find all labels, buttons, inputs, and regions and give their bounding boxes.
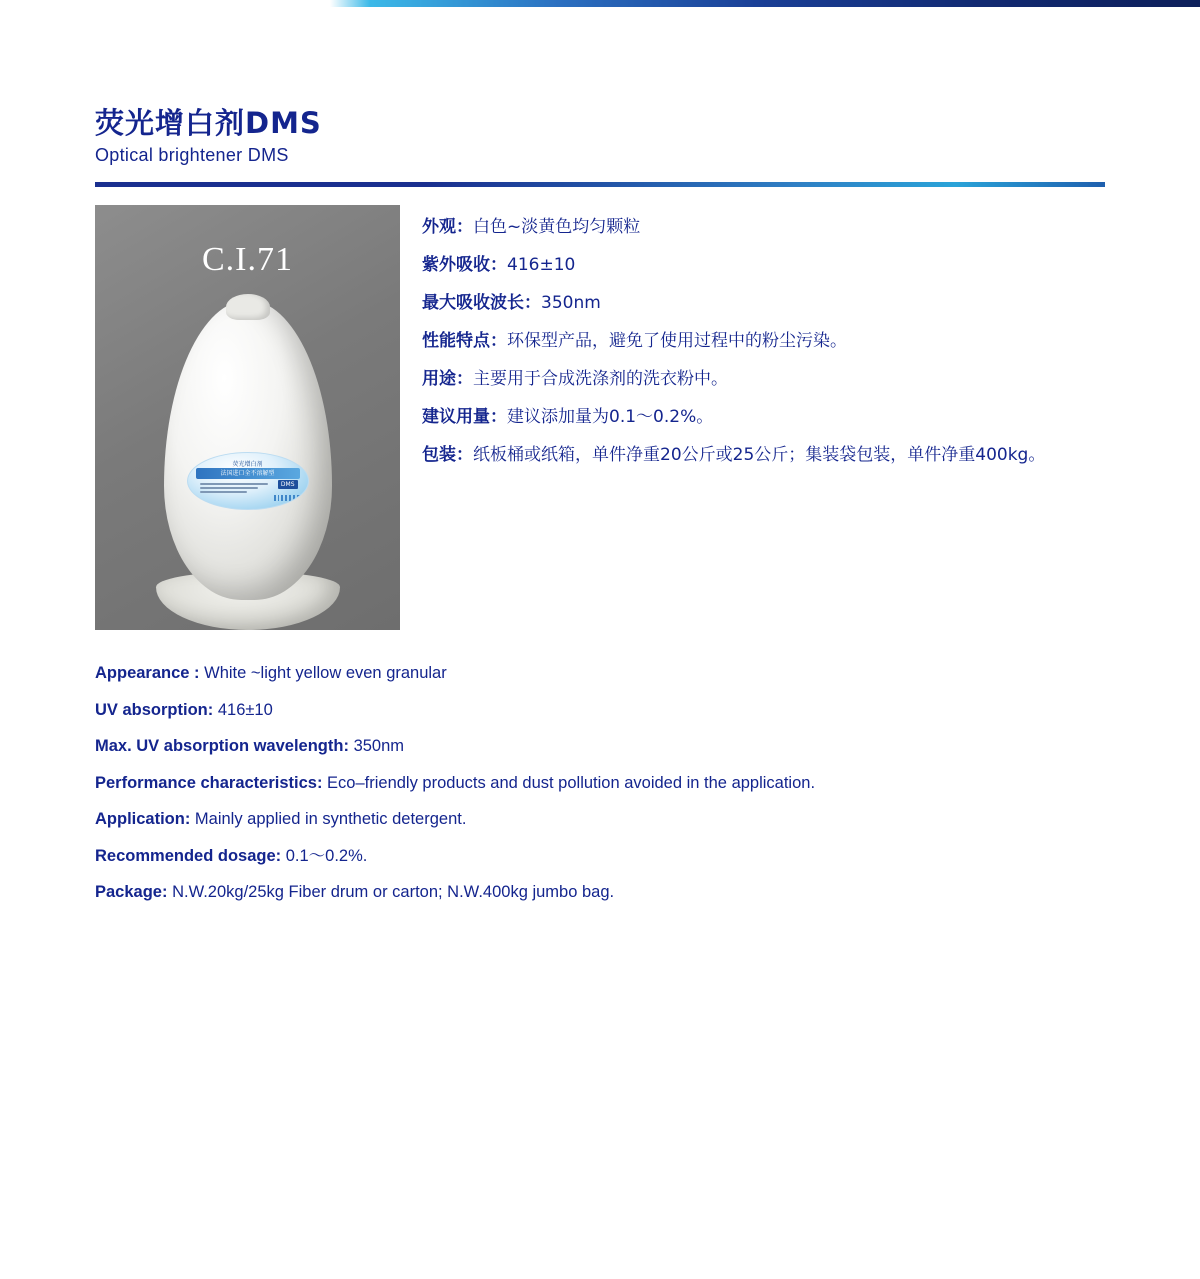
- bag-label-line-1: [200, 483, 268, 485]
- header-divider: [95, 182, 1105, 187]
- spec-row-cn-dosage: [422, 398, 1122, 436]
- spec-key: Package:: [95, 883, 168, 901]
- spec-key: 包装：: [422, 445, 473, 465]
- spec-value: Mainly applied in synthetic detergent.: [194, 810, 467, 828]
- spec-row-cn-uv-absorption: [422, 246, 1122, 284]
- spec-key: Max. UV absorption wavelength:: [95, 737, 349, 755]
- spec-row-cn-max-wavelength: [422, 284, 1122, 322]
- spec-row-en-package: [95, 874, 1125, 911]
- spec-value: White ~light yellow even granular: [204, 664, 447, 682]
- spec-value: 0.1～0.2%.: [285, 846, 368, 865]
- spec-value: 416±10: [217, 700, 273, 719]
- spec-value: 环保型产品，避免了使用过程中的粉尘污染。: [507, 331, 847, 351]
- spec-value: 纸板桶或纸箱，单件净重20公斤或25公斤；集装袋包装，单件净重400kg。: [473, 445, 1046, 465]
- bag-label-code: DMS: [278, 480, 298, 489]
- bag-label-line-3: [200, 491, 248, 493]
- spec-key: 建议用量：: [422, 407, 507, 427]
- bag-label-line-2: [200, 487, 258, 489]
- barcode-icon: [274, 495, 300, 501]
- spec-key: 外观：: [422, 217, 473, 237]
- spec-key: Performance characteristics:: [95, 773, 323, 792]
- spec-key: 性能特点：: [422, 331, 507, 351]
- specs-list-chinese: [422, 208, 1122, 474]
- spec-value: 350nm: [353, 737, 405, 755]
- bag-label-band-text: 法国进口全不溶解型: [220, 470, 275, 477]
- bag-top-seal: [226, 294, 270, 320]
- spec-key: UV absorption:: [95, 700, 214, 719]
- spec-key: 用途：: [422, 369, 473, 389]
- spec-row-cn-performance: [422, 322, 1122, 360]
- spec-row-en-max-wavelength: [95, 728, 1125, 765]
- spec-value: 主要用于合成洗涤剂的洗衣粉中。: [473, 369, 728, 389]
- spec-value: 350nm: [541, 293, 601, 313]
- spec-row-en-appearance: [95, 655, 1125, 692]
- top-gradient-bar: [0, 0, 1200, 7]
- specs-list-english: [95, 655, 1125, 911]
- page-header: [95, 105, 1105, 166]
- spec-key: 紫外吸收：: [422, 255, 507, 275]
- bag-label: [187, 452, 309, 510]
- spec-value: 白色~淡黄色均匀颗粒: [473, 217, 641, 237]
- bag-label-textlines: [200, 483, 268, 495]
- product-bag-illustration: [164, 300, 332, 630]
- spec-key: 最大吸收波长：: [422, 293, 541, 313]
- spec-row-en-application: [95, 801, 1125, 838]
- page-title-cn: 荧光增白剂DMS: [95, 106, 322, 140]
- page-title-en: Optical brightener DMS: [95, 145, 289, 166]
- spec-row-cn-application: [422, 360, 1122, 398]
- spec-key: Appearance :: [95, 664, 200, 682]
- spec-value: N.W.20kg/25kg Fiber drum or carton; N.W.400kg jumbo bag.: [172, 883, 615, 901]
- spec-value: Eco–friendly products and dust pollution avoided in the application.: [327, 773, 816, 792]
- spec-value: 建议添加量为0.1～0.2%。: [507, 407, 714, 427]
- spec-value: 416±10: [507, 255, 576, 275]
- spec-key: Recommended dosage:: [95, 846, 282, 865]
- product-photo: [95, 205, 400, 630]
- spec-row-cn-appearance: [422, 208, 1122, 246]
- bag-body: [164, 300, 332, 600]
- spec-row-en-dosage: [95, 838, 1125, 875]
- ci-code-label: C.I.71: [202, 241, 293, 278]
- bag-label-band: [196, 468, 300, 479]
- spec-row-en-uv-absorption: [95, 692, 1125, 729]
- spec-row-cn-package: [422, 436, 1122, 474]
- bag-label-brand: 荧光增白剂: [232, 461, 263, 468]
- spec-row-en-performance: [95, 765, 1125, 802]
- spec-key: Application:: [95, 810, 191, 828]
